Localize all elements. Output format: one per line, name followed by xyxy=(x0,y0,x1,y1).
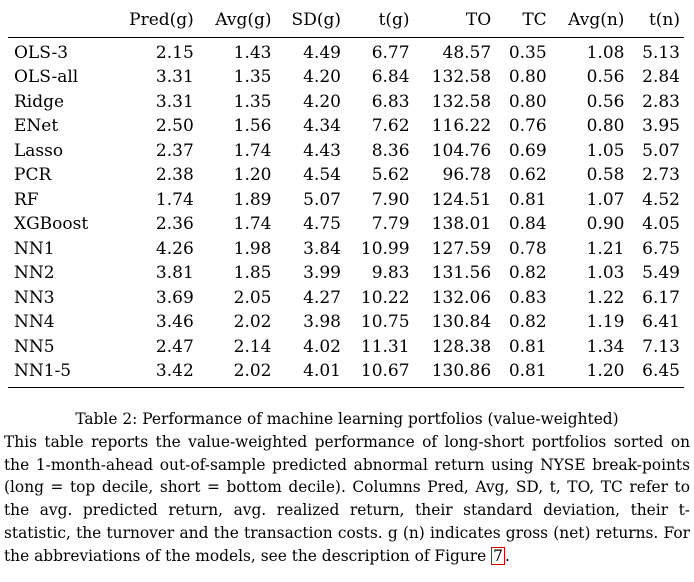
value-cell: 1.08 xyxy=(551,37,629,65)
value-cell: 0.80 xyxy=(508,91,547,112)
value-cell: 4.27 xyxy=(303,287,341,308)
value-cell: 1.03 xyxy=(586,263,625,283)
value-cell: 4.01 xyxy=(276,359,345,387)
value-cell: 0.69 xyxy=(508,140,547,161)
model-name-cell: NN1-5 xyxy=(8,359,110,387)
value-cell: 0.81 xyxy=(495,359,550,387)
value-cell: 7.79 xyxy=(371,214,410,234)
table-row xyxy=(8,37,684,65)
caption-text: This table reports the value-weighted performance of long-short portfolios sorted on the 1-month-ahead out-of-sample predicted abnormal return using NYSE break-points (long = top decile, short = bottom decile). Columns Pred, Avg, SD, t, TO, TC refer to the avg. predicted return, avg. realized return, their standard deviation, their t-statistic, the turnover and the transaction costs. g (n) indicates gross (net) returns. For the abbreviations of the models, see the description of Figure xyxy=(4,432,690,565)
value-cell: 10.67 xyxy=(345,359,414,387)
value-cell: 3.42 xyxy=(110,359,198,387)
table-row xyxy=(8,335,684,360)
value-cell: 6.17 xyxy=(642,287,680,308)
value-cell: 3.81 xyxy=(155,263,194,283)
value-cell: 127.59 xyxy=(431,238,492,259)
value-cell: 130.84 xyxy=(431,312,492,332)
value-cell: 1.21 xyxy=(586,238,625,259)
value-cell: 0.62 xyxy=(508,165,547,185)
value-cell: 2.36 xyxy=(155,214,194,234)
model-name-cell: NN1 xyxy=(14,238,55,259)
column-header: TO xyxy=(465,10,492,30)
value-cell: 130.86 xyxy=(414,359,496,387)
value-cell: 6.83 xyxy=(371,91,410,112)
value-cell: 4.52 xyxy=(642,189,680,210)
value-cell: 0.81 xyxy=(508,189,547,210)
value-cell: 5.07 xyxy=(642,140,680,161)
model-name-cell: Ridge xyxy=(14,91,65,112)
column-header: Avg(n) xyxy=(568,10,625,30)
value-cell: 1.74 xyxy=(233,214,272,234)
value-cell: 7.90 xyxy=(371,189,410,210)
model-name-cell: XGBoost xyxy=(14,214,89,234)
value-cell: 1.35 xyxy=(233,91,272,112)
value-cell: 6.41 xyxy=(642,312,680,332)
value-cell: 6.77 xyxy=(345,37,414,65)
column-header-model xyxy=(8,6,110,37)
value-cell: 2.02 xyxy=(233,312,272,332)
value-cell: 0.82 xyxy=(508,263,547,283)
value-cell: 4.02 xyxy=(303,336,341,357)
value-cell: 7.13 xyxy=(642,336,680,357)
column-header: TC xyxy=(522,10,547,30)
value-cell: 4.49 xyxy=(276,37,345,65)
model-name-cell: NN3 xyxy=(14,287,55,308)
value-cell: 6.45 xyxy=(628,359,684,387)
value-cell: 0.90 xyxy=(586,214,625,234)
value-cell: 138.01 xyxy=(431,214,492,234)
value-cell: 3.31 xyxy=(155,67,194,87)
model-name-cell: Lasso xyxy=(14,140,64,161)
value-cell: 1.34 xyxy=(586,336,625,357)
value-cell: 1.05 xyxy=(586,140,625,161)
value-cell: 0.80 xyxy=(586,116,625,136)
model-name-cell: NN5 xyxy=(14,336,55,357)
table-caption xyxy=(4,408,690,568)
value-cell: 2.37 xyxy=(155,140,194,161)
value-cell: 1.43 xyxy=(198,37,276,65)
value-cell: 5.07 xyxy=(303,189,341,210)
value-cell: 48.57 xyxy=(414,37,496,65)
value-cell: 6.75 xyxy=(642,238,680,259)
value-cell: 4.43 xyxy=(303,140,341,161)
value-cell: 2.50 xyxy=(155,116,194,136)
value-cell: 1.07 xyxy=(586,189,625,210)
value-cell: 132.06 xyxy=(431,287,492,308)
value-cell: 4.75 xyxy=(303,214,341,234)
value-cell: 1.20 xyxy=(551,359,629,387)
value-cell: 0.84 xyxy=(508,214,547,234)
value-cell: 0.83 xyxy=(508,287,547,308)
column-header: t(g) xyxy=(378,10,410,30)
value-cell: 1.74 xyxy=(233,140,272,161)
column-header: t(n) xyxy=(648,10,680,30)
value-cell: 132.58 xyxy=(431,67,492,87)
value-cell: 3.69 xyxy=(155,287,194,308)
model-name-cell: RF xyxy=(14,189,39,210)
value-cell: 3.46 xyxy=(155,312,194,332)
value-cell: 132.58 xyxy=(431,91,492,112)
table-row xyxy=(8,359,684,387)
value-cell: 0.58 xyxy=(586,165,625,185)
table-row xyxy=(8,261,684,286)
table-header-row xyxy=(8,6,684,37)
value-cell: 4.20 xyxy=(303,67,341,87)
value-cell: 11.31 xyxy=(360,336,410,357)
value-cell: 4.26 xyxy=(155,238,194,259)
value-cell: 3.84 xyxy=(303,238,341,259)
value-cell: 4.34 xyxy=(303,116,341,136)
value-cell: 2.15 xyxy=(110,37,198,65)
value-cell: 3.98 xyxy=(303,312,341,332)
value-cell: 4.54 xyxy=(303,165,341,185)
value-cell: 3.31 xyxy=(155,91,194,112)
value-cell: 1.74 xyxy=(155,189,194,210)
value-cell: 0.78 xyxy=(508,238,547,259)
figure-reference-link[interactable]: 7 xyxy=(493,546,503,565)
column-header: SD(g) xyxy=(291,10,341,30)
value-cell: 3.99 xyxy=(303,263,341,283)
value-cell: 8.36 xyxy=(371,140,410,161)
value-cell: 2.73 xyxy=(642,165,680,185)
table-row xyxy=(8,188,684,213)
table-row xyxy=(8,310,684,335)
value-cell: 2.47 xyxy=(155,336,194,357)
value-cell: 7.62 xyxy=(371,116,410,136)
value-cell: 10.22 xyxy=(360,287,410,308)
model-name-cell: OLS-all xyxy=(14,67,79,87)
value-cell: 5.62 xyxy=(371,165,410,185)
value-cell: 6.84 xyxy=(371,67,410,87)
value-cell: 3.95 xyxy=(642,116,680,136)
value-cell: 4.05 xyxy=(642,214,680,234)
table-row xyxy=(8,286,684,311)
table-row xyxy=(8,212,684,237)
value-cell: 0.35 xyxy=(495,37,550,65)
value-cell: 2.84 xyxy=(642,67,680,87)
value-cell: 0.81 xyxy=(508,336,547,357)
value-cell: 124.51 xyxy=(431,189,492,210)
value-cell: 1.35 xyxy=(233,67,272,87)
value-cell: 1.19 xyxy=(586,312,625,332)
value-cell: 1.20 xyxy=(233,165,272,185)
value-cell: 2.05 xyxy=(233,287,272,308)
column-header: Avg(g) xyxy=(215,10,272,30)
table-row xyxy=(8,65,684,90)
model-name-cell: ENet xyxy=(14,116,59,136)
value-cell: 104.76 xyxy=(431,140,492,161)
value-cell: 4.20 xyxy=(303,91,341,112)
value-cell: 5.49 xyxy=(642,263,680,283)
value-cell: 0.76 xyxy=(508,116,547,136)
value-cell: 2.02 xyxy=(198,359,276,387)
value-cell: 0.82 xyxy=(508,312,547,332)
value-cell: 0.80 xyxy=(508,67,547,87)
table-row xyxy=(8,139,684,164)
value-cell: 1.85 xyxy=(233,263,272,283)
value-cell: 5.13 xyxy=(628,37,684,65)
caption-body xyxy=(4,431,690,568)
table-row xyxy=(8,163,684,188)
caption-end: . xyxy=(504,546,510,565)
value-cell: 0.56 xyxy=(586,91,625,112)
value-cell: 96.78 xyxy=(442,165,492,185)
value-cell: 1.22 xyxy=(586,287,625,308)
value-cell: 0.56 xyxy=(586,67,625,87)
value-cell: 2.38 xyxy=(155,165,194,185)
value-cell: 2.83 xyxy=(642,91,680,112)
table-row xyxy=(8,237,684,262)
value-cell: 131.56 xyxy=(431,263,492,283)
model-name-cell: PCR xyxy=(14,165,52,185)
value-cell: 128.38 xyxy=(431,336,492,357)
value-cell: 10.75 xyxy=(360,312,410,332)
value-cell: 9.83 xyxy=(371,263,410,283)
model-name-cell: NN2 xyxy=(14,263,55,283)
value-cell: 1.56 xyxy=(233,116,272,136)
table-body xyxy=(8,37,684,387)
caption-title: Table 2: Performance of machine learning portfolios (value-weighted) xyxy=(75,410,619,428)
value-cell: 1.89 xyxy=(233,189,272,210)
column-header: Pred(g) xyxy=(129,10,194,30)
value-cell: 116.22 xyxy=(431,116,492,136)
value-cell: 1.98 xyxy=(233,238,272,259)
table-row xyxy=(8,90,684,115)
model-name-cell: OLS-3 xyxy=(8,37,110,65)
value-cell: 10.99 xyxy=(360,238,410,259)
model-name-cell: NN4 xyxy=(14,312,55,332)
table-row xyxy=(8,114,684,139)
value-cell: 2.14 xyxy=(233,336,272,357)
results-table xyxy=(8,6,684,388)
